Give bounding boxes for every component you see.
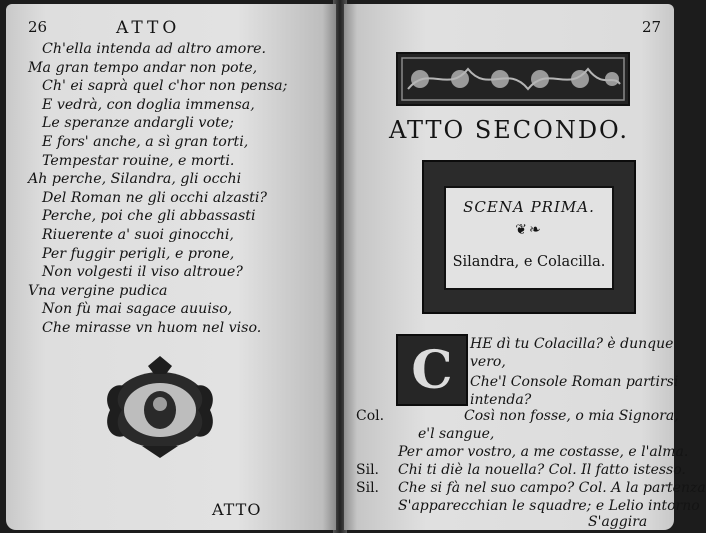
dialogue-line: Chi ti diè la nouella? Col. Il fatto istesso.: [398, 462, 686, 478]
dialogue-line: HE dì tu Colacilla? è dunque: [470, 336, 674, 352]
verse-line: Ma gran tempo andar non pote,: [28, 59, 258, 76]
dialogue-line: intenda?: [470, 392, 532, 408]
left-page-number: 26: [28, 18, 48, 36]
right-page-number: 27: [642, 18, 662, 36]
verse-line: Le speranze andargli vote;: [42, 115, 234, 132]
verse-line: Del Roman ne gli occhi alzasti?: [42, 189, 267, 206]
dialogue-line: e'l sangue,: [418, 426, 495, 442]
dropcap-initial: [396, 334, 468, 406]
verse-line: E fors' anche, a sì gran torti,: [42, 133, 249, 150]
scene-title-panel: [444, 186, 614, 290]
speaker-label: Col.: [356, 408, 385, 424]
scene-title-frame: [422, 160, 636, 314]
left-page: [6, 4, 336, 530]
verse-line: Non volgesti il viso altroue?: [42, 264, 243, 281]
dialogue-line: S'aggira: [588, 514, 648, 530]
verse-line: Ch'ella intenda ad altro amore.: [42, 41, 267, 57]
dialogue-line: Per amor vostro, a me costasse, e l'alma.: [398, 444, 689, 460]
dialogue-line: Che'l Console Roman partirsi: [470, 374, 679, 390]
dropcap-letter: C: [411, 340, 453, 401]
verse-line: Per fuggir perigli, e prone,: [42, 245, 235, 262]
speaker-label: Sil.: [356, 462, 379, 478]
floral-headpiece-icon: [396, 52, 630, 106]
scene-title: SCENA PRIMA.: [463, 198, 595, 216]
dialogue-line: vero,: [470, 354, 506, 370]
running-head: ATTO: [116, 18, 181, 38]
cartouche-ornament-icon: [102, 356, 218, 458]
verse-line: E vedrà, con doglia immensa,: [42, 96, 255, 113]
dialogue-line: Così non fosse, o mia Signora,: [464, 408, 679, 424]
verse-line: Non fù mai sagace auuiso,: [42, 301, 233, 318]
verse-line: Riuerente a' suoi ginocchi,: [42, 226, 234, 243]
scene-characters: Silandra, e Colacilla.: [452, 254, 606, 270]
verse-line: Tempestar rouine, e morti.: [42, 152, 235, 169]
dialogue-line: S'apparecchian le squadre; e Lelio intorno: [398, 498, 700, 514]
catchword: ATTO: [212, 500, 262, 519]
speaker-label: Sil.: [356, 480, 379, 496]
verse-line: Ch' ei saprà quel c'hor non pensa;: [42, 78, 288, 95]
fleuron-icon: ❦❧: [515, 222, 543, 238]
verse-line: Che mirasse vn huom nel viso.: [42, 319, 262, 336]
verse-line: Perche, poi che gli abbassasti: [42, 208, 256, 225]
act-title: ATTO SECONDO.: [389, 116, 629, 144]
right-page: [344, 4, 706, 530]
verse-line: Vna vergine pudica: [28, 282, 168, 299]
verse-block: [6, 40, 287, 338]
verse-line: Ah perche, Silandra, gli occhi: [28, 171, 242, 188]
dialogue-line: Che si fà nel suo campo? Col. A la partenza: [398, 480, 706, 496]
